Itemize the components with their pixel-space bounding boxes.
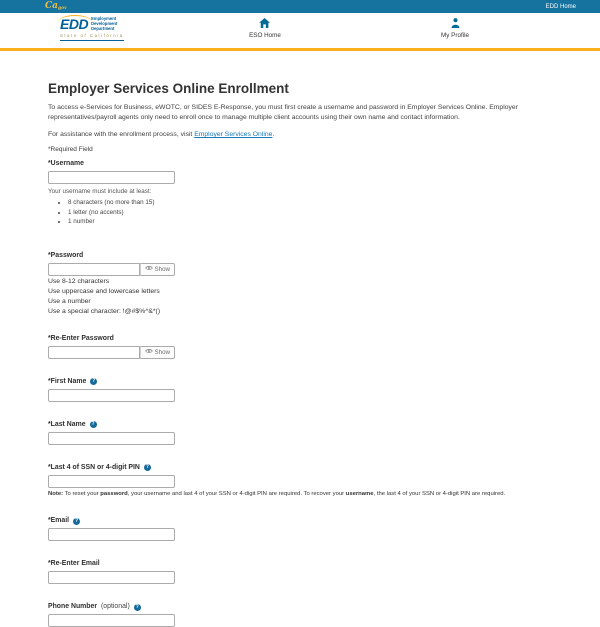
last-name-field-group bbox=[48, 421, 555, 445]
username-input[interactable] bbox=[48, 171, 175, 184]
username-hint: • 1 letter (no accents) bbox=[68, 208, 555, 217]
email-label: *Email bbox=[48, 517, 70, 525]
password-hint: Use a number bbox=[48, 297, 91, 305]
edd-logo-tagline: State of California bbox=[60, 33, 124, 41]
ca-gov-logo[interactable] bbox=[45, 2, 67, 12]
reenter-email-field-group bbox=[48, 560, 555, 584]
password-input[interactable] bbox=[48, 263, 140, 276]
help-icon[interactable]: ? bbox=[91, 421, 95, 428]
password-hint: Use a special character: !@#$%^&*() bbox=[48, 307, 161, 315]
edd-logo[interactable] bbox=[60, 17, 124, 41]
password-hint: Use uppercase and lowercase letters bbox=[48, 287, 160, 295]
nav-eso-home-label: ESO Home bbox=[249, 32, 281, 39]
ssn-pin-note: Note: To reset your password, your username and last 4 of your SSN or 4-digit PIN are required. To recover your username, the last 4 of your SSN or 4-digit PIN are required. bbox=[48, 490, 506, 497]
nav-eso-home[interactable] bbox=[249, 18, 281, 39]
email-field-group bbox=[48, 517, 555, 541]
password-field-group bbox=[48, 252, 555, 316]
eye-icon bbox=[145, 348, 153, 356]
phone-label: Phone Number bbox=[48, 603, 98, 611]
username-label: *Username bbox=[48, 160, 85, 168]
site-header bbox=[0, 13, 600, 48]
ssn-pin-input[interactable] bbox=[48, 475, 175, 488]
help-icon[interactable]: ? bbox=[135, 603, 139, 610]
username-hint: • 1 number bbox=[68, 217, 555, 226]
phone-field-group bbox=[48, 603, 555, 627]
edd-home-link[interactable]: EDD Home bbox=[545, 3, 576, 10]
intro-text: To access e-Services for Business, eWOTC, or SIDES E-Response, you must first create a username and password in Employer Services Online. Employer representatives/payroll agents only need to enroll once to manage multiple client accounts using their own name and contact information. bbox=[48, 104, 518, 121]
person-icon bbox=[451, 18, 460, 30]
required-field-note: *Required Field bbox=[48, 146, 93, 154]
home-icon bbox=[259, 18, 270, 30]
ssn-pin-field-group bbox=[48, 464, 555, 499]
username-field-group bbox=[48, 160, 555, 226]
phone-optional-label: (optional) bbox=[101, 603, 130, 611]
ssn-pin-label: *Last 4 of SSN or 4-digit PIN bbox=[48, 463, 140, 471]
phone-input[interactable] bbox=[48, 614, 175, 627]
username-hint: • 8 characters (no more than 15) bbox=[68, 198, 555, 207]
help-icon[interactable]: ? bbox=[145, 464, 149, 471]
first-name-label: *First Name bbox=[48, 377, 87, 385]
last-name-input[interactable] bbox=[48, 432, 175, 445]
password-label: *Password bbox=[48, 251, 84, 259]
password-show-button[interactable]: Show bbox=[140, 263, 175, 276]
password-hints bbox=[48, 277, 555, 316]
reenter-password-show-button[interactable]: Show bbox=[140, 346, 175, 359]
edd-logo-words: Employment Development Department bbox=[91, 16, 118, 31]
username-hint-title: Your username must include at least: bbox=[48, 188, 152, 196]
nav-my-profile[interactable] bbox=[441, 18, 469, 39]
eye-icon bbox=[145, 265, 153, 273]
reenter-password-label: *Re-Enter Password bbox=[48, 334, 114, 342]
assistance-text: For assistance with the enrollment process, visit Employer Services Online. bbox=[48, 131, 275, 139]
password-hint: Use 8-12 characters bbox=[48, 277, 110, 285]
edd-acronym: EDD bbox=[60, 17, 88, 32]
reenter-email-label: *Re-Enter Email bbox=[48, 560, 100, 568]
edd-logo-swoosh bbox=[57, 15, 93, 31]
reenter-password-input[interactable] bbox=[48, 346, 140, 359]
enrollment-page bbox=[0, 51, 600, 627]
nav-my-profile-label: My Profile bbox=[441, 32, 469, 39]
last-name-label: *Last Name bbox=[48, 420, 86, 428]
topbar bbox=[0, 0, 600, 13]
reenter-email-input[interactable] bbox=[48, 571, 175, 584]
ca-gov-logo-text: Ca bbox=[45, 0, 58, 11]
email-input[interactable] bbox=[48, 528, 175, 541]
username-hints bbox=[68, 198, 555, 226]
ca-gov-logo-subtext: gov bbox=[58, 5, 67, 11]
reenter-password-field-group bbox=[48, 335, 555, 359]
help-icon[interactable]: ? bbox=[75, 517, 79, 524]
first-name-input[interactable] bbox=[48, 389, 175, 402]
page-title: Employer Services Online Enrollment bbox=[48, 81, 289, 96]
help-icon[interactable]: ? bbox=[92, 378, 96, 385]
first-name-field-group bbox=[48, 378, 555, 402]
employer-services-online-link[interactable]: Employer Services Online bbox=[194, 131, 273, 139]
